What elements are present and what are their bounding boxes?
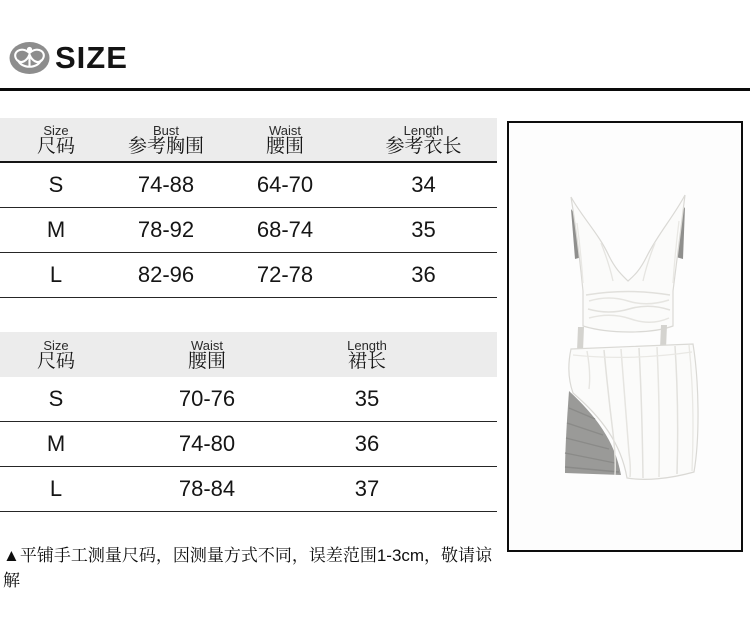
waist-value: 72-78 bbox=[256, 262, 314, 287]
column-header-waist bbox=[220, 122, 350, 158]
column-header-zh: 参考衣长 bbox=[385, 136, 462, 158]
waist-value: 68-74 bbox=[256, 217, 314, 242]
bust-value: 74-88 bbox=[137, 172, 195, 197]
waist-value: 70-76 bbox=[178, 386, 236, 411]
column-header-en: Size bbox=[43, 337, 69, 353]
column-header-en: Bust bbox=[152, 122, 179, 138]
size-value: M bbox=[46, 217, 66, 242]
bust-value: 82-96 bbox=[137, 262, 195, 287]
dress-illustration bbox=[509, 123, 741, 550]
header-divider bbox=[0, 88, 750, 91]
length-value: 35 bbox=[354, 386, 380, 411]
size-value: L bbox=[49, 262, 63, 287]
length-value: 34 bbox=[411, 172, 436, 197]
column-header-size bbox=[0, 122, 112, 158]
column-header-en: Size bbox=[43, 122, 69, 138]
column-header-zh: 腰围 bbox=[187, 351, 226, 373]
column-header-en: Waist bbox=[268, 122, 302, 138]
column-header-bust bbox=[112, 122, 220, 158]
column-header-en: Length bbox=[347, 337, 387, 353]
column-header-zh: 尺码 bbox=[36, 351, 75, 373]
measurement-note: ▲平铺手工测量尺码，因测量方式不同，误差范围1-3cm，敬请谅解 bbox=[3, 546, 493, 590]
size-value: S bbox=[48, 172, 64, 197]
size-table-skirt bbox=[0, 332, 497, 512]
column-header-zh: 腰围 bbox=[265, 136, 304, 158]
column-header-zh: 尺码 bbox=[36, 136, 75, 158]
size-value: M bbox=[46, 431, 66, 456]
table-row-s bbox=[0, 377, 497, 422]
waist-value: 74-80 bbox=[178, 431, 236, 456]
bust-value: 78-92 bbox=[137, 217, 195, 242]
length-value: 35 bbox=[411, 217, 436, 242]
table-row-m bbox=[0, 422, 497, 467]
brand-header bbox=[8, 40, 128, 76]
waist-value: 64-70 bbox=[256, 172, 314, 197]
length-value: 36 bbox=[411, 262, 436, 287]
column-header-en: Waist bbox=[190, 337, 224, 353]
table-row-l bbox=[0, 253, 497, 298]
page-title: SIZE bbox=[55, 40, 128, 75]
waist-value: 78-84 bbox=[178, 476, 236, 501]
size-value: S bbox=[48, 386, 64, 411]
column-header-length bbox=[302, 337, 432, 373]
column-header-zh: 参考胸围 bbox=[127, 136, 204, 158]
column-header-en: Length bbox=[403, 122, 444, 138]
table-header-row bbox=[0, 118, 497, 163]
table-row-m bbox=[0, 208, 497, 253]
table-header-row bbox=[0, 332, 497, 377]
brand-flourish-icon bbox=[8, 40, 51, 76]
table-row-l bbox=[0, 467, 497, 512]
column-header-waist bbox=[112, 337, 302, 373]
length-value: 36 bbox=[354, 431, 380, 456]
length-value: 37 bbox=[354, 476, 380, 501]
column-header-size bbox=[0, 337, 112, 373]
table-row-s bbox=[0, 163, 497, 208]
column-header-length bbox=[350, 122, 497, 158]
size-value: L bbox=[49, 476, 63, 501]
size-table-top bbox=[0, 118, 497, 298]
product-photo bbox=[507, 121, 743, 552]
column-header-zh: 裙长 bbox=[347, 351, 386, 373]
